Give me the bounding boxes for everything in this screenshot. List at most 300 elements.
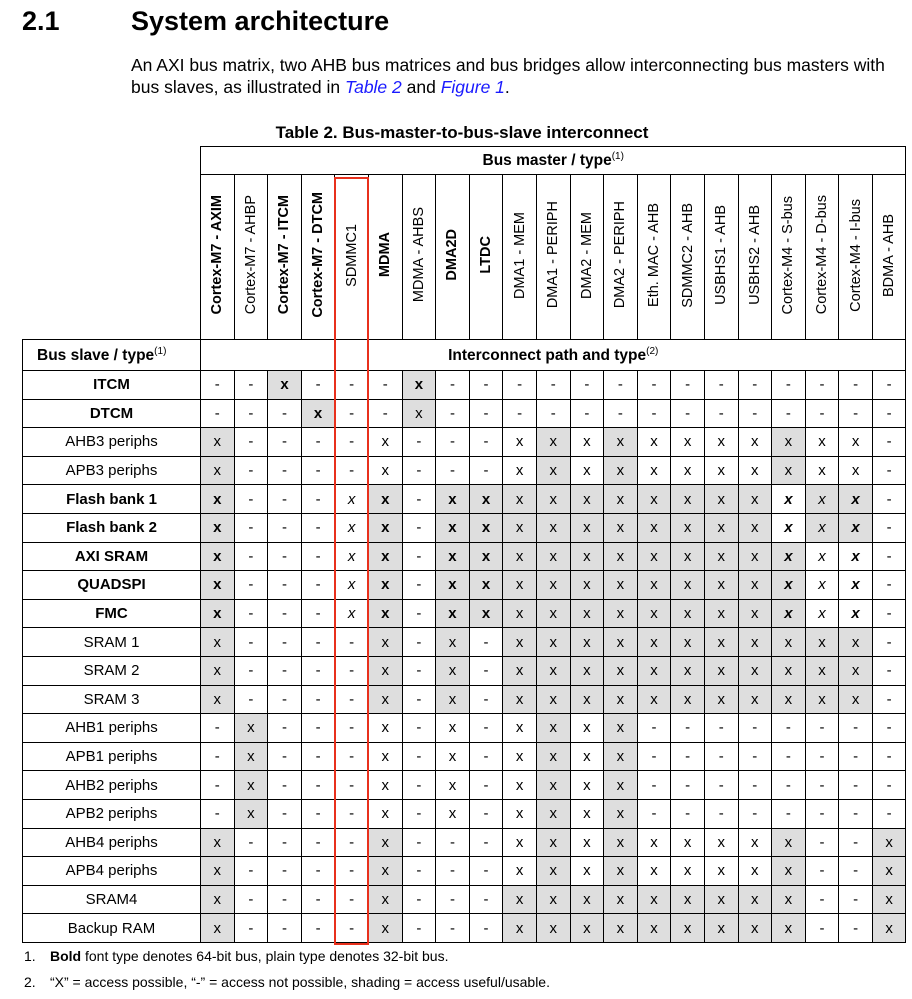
access-cell: x xyxy=(570,656,604,685)
access-cell: - xyxy=(402,456,436,485)
access-cell: - xyxy=(436,399,470,428)
access-cell: x xyxy=(469,485,503,514)
access-cell: - xyxy=(402,656,436,685)
access-cell: - xyxy=(469,456,503,485)
access-cell: - xyxy=(234,456,268,485)
access-cell: x xyxy=(671,599,705,628)
access-cell: - xyxy=(872,513,906,542)
table-row xyxy=(23,371,906,400)
access-cell: x xyxy=(335,542,369,571)
access-cell: - xyxy=(772,399,806,428)
access-cell: - xyxy=(201,399,235,428)
access-cell: - xyxy=(671,399,705,428)
access-cell: - xyxy=(469,371,503,400)
access-cell: x xyxy=(604,485,638,514)
master-header-2: Cortex-M7 - ITCM xyxy=(268,175,302,340)
master-header-0: Cortex-M7 - AXIM xyxy=(201,175,235,340)
access-cell: x xyxy=(671,828,705,857)
access-cell: - xyxy=(570,399,604,428)
access-cell: - xyxy=(335,771,369,800)
access-cell: x xyxy=(604,828,638,857)
section-number: 2.1 xyxy=(22,6,60,36)
access-cell: x xyxy=(469,542,503,571)
access-cell: - xyxy=(872,371,906,400)
access-cell: - xyxy=(234,599,268,628)
access-cell: x xyxy=(671,456,705,485)
access-cell: x xyxy=(637,857,671,886)
access-cell: x xyxy=(671,885,705,914)
access-cell: - xyxy=(704,714,738,743)
access-cell: x xyxy=(234,714,268,743)
figure-1-link[interactable]: Figure 1 xyxy=(440,77,505,97)
access-cell: x xyxy=(637,885,671,914)
access-cell: x xyxy=(738,599,772,628)
access-cell: x xyxy=(536,656,570,685)
access-cell: - xyxy=(234,857,268,886)
access-cell: x xyxy=(536,828,570,857)
access-cell: x xyxy=(738,456,772,485)
access-cell: x xyxy=(503,914,537,943)
intro-paragraph xyxy=(131,54,901,98)
access-cell: x xyxy=(368,542,402,571)
access-cell: x xyxy=(368,714,402,743)
access-cell: - xyxy=(234,685,268,714)
access-cell: x xyxy=(604,885,638,914)
access-cell: x xyxy=(570,771,604,800)
interconnect-path-header: Interconnect path and type$^{(2)}$ xyxy=(201,340,906,371)
access-cell: - xyxy=(402,428,436,457)
access-cell: x xyxy=(368,828,402,857)
access-cell: - xyxy=(772,714,806,743)
bus-slave-header: Bus slave / type$^{(1)}$ xyxy=(23,340,201,371)
access-cell: x xyxy=(772,513,806,542)
intro-text-3: . xyxy=(504,77,510,97)
access-cell: x xyxy=(503,428,537,457)
access-cell: - xyxy=(604,399,638,428)
access-cell: x xyxy=(604,513,638,542)
access-cell: x xyxy=(368,799,402,828)
access-cell: - xyxy=(335,742,369,771)
access-cell: - xyxy=(402,485,436,514)
access-cell: - xyxy=(671,371,705,400)
access-cell: x xyxy=(570,685,604,714)
bus-slave-label: DTCM xyxy=(23,399,201,428)
access-cell: x xyxy=(604,799,638,828)
bus-slave-label: APB4 periphs xyxy=(23,857,201,886)
bus-slave-label: Backup RAM xyxy=(23,914,201,943)
access-cell: x xyxy=(604,599,638,628)
access-cell: x xyxy=(234,771,268,800)
master-header-13: Eth. MAC - AHB xyxy=(637,175,671,340)
access-cell: x xyxy=(738,513,772,542)
access-cell: x xyxy=(536,685,570,714)
access-cell: x xyxy=(368,599,402,628)
access-cell: x xyxy=(704,828,738,857)
access-cell: - xyxy=(503,399,537,428)
access-cell: - xyxy=(402,571,436,600)
access-cell: - xyxy=(738,714,772,743)
access-cell: x xyxy=(637,828,671,857)
access-cell: - xyxy=(268,428,302,457)
access-cell: - xyxy=(704,371,738,400)
access-cell: - xyxy=(234,828,268,857)
access-cell: x xyxy=(201,485,235,514)
access-cell: - xyxy=(805,799,839,828)
access-cell: - xyxy=(839,399,873,428)
access-cell: - xyxy=(335,828,369,857)
access-cell: x xyxy=(335,599,369,628)
master-header-14: SDMMC2 - AHB xyxy=(671,175,705,340)
access-cell: x xyxy=(503,571,537,600)
access-cell: x xyxy=(402,371,436,400)
access-cell: x xyxy=(436,571,470,600)
access-cell: x xyxy=(805,542,839,571)
access-cell: x xyxy=(201,599,235,628)
access-cell: x xyxy=(368,456,402,485)
access-cell: x xyxy=(536,571,570,600)
access-cell: - xyxy=(469,685,503,714)
access-cell: x xyxy=(570,456,604,485)
empty-corner xyxy=(23,147,201,175)
access-cell: - xyxy=(335,399,369,428)
access-cell: - xyxy=(469,828,503,857)
access-cell: x xyxy=(268,371,302,400)
access-cell: - xyxy=(436,857,470,886)
access-cell: - xyxy=(469,714,503,743)
access-cell: - xyxy=(805,399,839,428)
access-cell: x xyxy=(704,599,738,628)
access-cell: - xyxy=(637,771,671,800)
access-cell: x xyxy=(503,656,537,685)
access-cell: x xyxy=(436,513,470,542)
access-cell: x xyxy=(201,456,235,485)
access-cell: x xyxy=(671,685,705,714)
access-cell: x xyxy=(671,857,705,886)
access-cell: - xyxy=(872,714,906,743)
access-cell: - xyxy=(872,628,906,657)
access-cell: - xyxy=(469,799,503,828)
table-row xyxy=(23,513,906,542)
access-cell: - xyxy=(637,371,671,400)
access-cell: x xyxy=(335,571,369,600)
access-cell: - xyxy=(839,828,873,857)
access-cell: - xyxy=(335,685,369,714)
master-header-12: DMA2 - PERIPH xyxy=(604,175,638,340)
access-cell: - xyxy=(839,371,873,400)
access-cell: x xyxy=(503,771,537,800)
access-cell: x xyxy=(637,542,671,571)
bus-master-header: Bus master / type$^{(1)}$ xyxy=(201,147,906,175)
bus-slave-label: QUADSPI xyxy=(23,571,201,600)
access-cell: x xyxy=(570,857,604,886)
access-cell: - xyxy=(268,399,302,428)
intro-text-2: and xyxy=(401,77,441,97)
access-cell: - xyxy=(805,885,839,914)
access-cell: - xyxy=(335,885,369,914)
access-cell: x xyxy=(839,485,873,514)
access-cell: - xyxy=(268,685,302,714)
access-cell: x xyxy=(604,685,638,714)
access-cell: - xyxy=(201,371,235,400)
master-header-5: MDMA xyxy=(368,175,402,340)
access-cell: - xyxy=(637,399,671,428)
master-header-20: BDMA - AHB xyxy=(872,175,906,340)
access-cell: x xyxy=(738,685,772,714)
access-cell: - xyxy=(301,485,335,514)
access-cell: x xyxy=(671,485,705,514)
access-cell: x xyxy=(604,542,638,571)
access-cell: x xyxy=(570,628,604,657)
access-cell: x xyxy=(201,685,235,714)
access-cell: x xyxy=(839,628,873,657)
bus-slave-label: APB2 periphs xyxy=(23,799,201,828)
access-cell: x xyxy=(772,828,806,857)
access-cell: x xyxy=(772,685,806,714)
access-cell: x xyxy=(201,428,235,457)
table-2-link[interactable]: Table 2 xyxy=(345,77,402,97)
access-cell: x xyxy=(738,828,772,857)
access-cell: x xyxy=(335,513,369,542)
access-cell: - xyxy=(335,799,369,828)
access-cell: x xyxy=(839,513,873,542)
bus-slave-label: ITCM xyxy=(23,371,201,400)
access-cell: - xyxy=(335,914,369,943)
master-header-15: USBHS1 - AHB xyxy=(704,175,738,340)
access-cell: x xyxy=(368,742,402,771)
access-cell: - xyxy=(234,399,268,428)
access-cell: - xyxy=(402,513,436,542)
access-cell: x xyxy=(503,456,537,485)
access-cell: x xyxy=(772,571,806,600)
access-cell: - xyxy=(268,885,302,914)
access-cell: - xyxy=(469,656,503,685)
access-cell: x xyxy=(570,542,604,571)
access-cell: x xyxy=(738,885,772,914)
access-cell: - xyxy=(469,771,503,800)
access-cell: x xyxy=(805,428,839,457)
access-cell: - xyxy=(234,513,268,542)
master-header-1: Cortex-M7 - AHBP xyxy=(234,175,268,340)
intro-text-1: An AXI bus matrix, two AHB bus matrices and bus bridges allow interconnecting bus masters with bus slaves, as illustrated in xyxy=(131,55,885,97)
access-cell: x xyxy=(839,685,873,714)
bus-slave-label: APB1 periphs xyxy=(23,742,201,771)
access-cell: x xyxy=(805,656,839,685)
access-cell: x xyxy=(368,571,402,600)
access-cell: x xyxy=(436,599,470,628)
access-cell: - xyxy=(268,542,302,571)
bus-interconnect-table xyxy=(22,146,906,943)
access-cell: - xyxy=(268,742,302,771)
access-cell: x xyxy=(570,571,604,600)
footnote-2: 2. “X” = access possible, “-” = access not possible, shading = access useful/usable. xyxy=(24,974,550,990)
access-cell: x xyxy=(704,485,738,514)
access-cell: x xyxy=(805,685,839,714)
access-cell: - xyxy=(301,742,335,771)
access-cell: x xyxy=(738,857,772,886)
access-cell: - xyxy=(436,371,470,400)
access-cell: - xyxy=(805,914,839,943)
access-cell: - xyxy=(301,428,335,457)
access-cell: x xyxy=(604,628,638,657)
access-cell: x xyxy=(671,513,705,542)
access-cell: - xyxy=(772,371,806,400)
access-cell: x xyxy=(368,771,402,800)
access-cell: x xyxy=(469,513,503,542)
master-header-18: Cortex-M4 - D-bus xyxy=(805,175,839,340)
access-cell: x xyxy=(704,571,738,600)
master-header-19: Cortex-M4 - I-bus xyxy=(839,175,873,340)
access-cell: - xyxy=(772,742,806,771)
access-cell: x xyxy=(570,513,604,542)
access-cell: x xyxy=(772,456,806,485)
table-row xyxy=(23,399,906,428)
bus-slave-label: AHB1 periphs xyxy=(23,714,201,743)
access-cell: x xyxy=(570,599,604,628)
access-cell: x xyxy=(604,857,638,886)
access-cell: - xyxy=(201,742,235,771)
access-cell: x xyxy=(738,571,772,600)
access-cell: x xyxy=(704,542,738,571)
access-cell: - xyxy=(335,656,369,685)
access-cell: x xyxy=(503,685,537,714)
access-cell: - xyxy=(805,371,839,400)
access-cell: - xyxy=(604,371,638,400)
access-cell: - xyxy=(335,428,369,457)
access-cell: x xyxy=(503,799,537,828)
access-cell: x xyxy=(536,428,570,457)
access-cell: x xyxy=(637,599,671,628)
access-cell: - xyxy=(872,742,906,771)
access-cell: - xyxy=(301,599,335,628)
access-cell: - xyxy=(839,771,873,800)
access-cell: - xyxy=(805,771,839,800)
access-cell: x xyxy=(570,428,604,457)
access-cell: - xyxy=(839,742,873,771)
access-cell: - xyxy=(872,571,906,600)
access-cell: - xyxy=(469,428,503,457)
access-cell: - xyxy=(234,885,268,914)
access-cell: - xyxy=(570,371,604,400)
access-cell: - xyxy=(738,799,772,828)
access-cell: - xyxy=(872,542,906,571)
access-cell: x xyxy=(671,428,705,457)
footnote-1: 1. Bold font type denotes 64-bit bus, plain type denotes 32-bit bus. xyxy=(24,948,449,964)
bus-slave-label: FMC xyxy=(23,599,201,628)
access-cell: - xyxy=(301,771,335,800)
access-cell: - xyxy=(335,857,369,886)
access-cell: x xyxy=(671,628,705,657)
access-cell: x xyxy=(368,428,402,457)
master-header-3: Cortex-M7 - DTCM xyxy=(301,175,335,340)
access-cell: x xyxy=(570,485,604,514)
access-cell: - xyxy=(234,628,268,657)
access-cell: - xyxy=(402,628,436,657)
access-cell: x xyxy=(436,714,470,743)
access-cell: - xyxy=(738,399,772,428)
access-cell: x xyxy=(436,542,470,571)
access-cell: x xyxy=(201,571,235,600)
master-header-17: Cortex-M4 - S-bus xyxy=(772,175,806,340)
access-cell: x xyxy=(839,656,873,685)
section-title: System architecture xyxy=(131,6,390,36)
access-cell: x xyxy=(805,485,839,514)
access-cell: - xyxy=(839,714,873,743)
access-cell: x xyxy=(570,885,604,914)
empty-corner-2 xyxy=(23,175,201,340)
bus-slave-label: AHB3 periphs xyxy=(23,428,201,457)
access-cell: x xyxy=(536,885,570,914)
access-cell: x xyxy=(738,656,772,685)
access-cell: x xyxy=(637,513,671,542)
access-cell: - xyxy=(268,857,302,886)
access-cell: - xyxy=(234,571,268,600)
access-cell: - xyxy=(268,513,302,542)
access-cell: x xyxy=(604,714,638,743)
access-cell: x xyxy=(469,571,503,600)
access-cell: x xyxy=(503,742,537,771)
access-cell: x xyxy=(436,685,470,714)
access-cell: x xyxy=(301,399,335,428)
master-header-7: DMA2D xyxy=(436,175,470,340)
access-cell: - xyxy=(436,828,470,857)
access-cell: - xyxy=(268,771,302,800)
access-cell: x xyxy=(637,456,671,485)
access-cell: x xyxy=(738,628,772,657)
access-cell: - xyxy=(301,371,335,400)
access-cell: - xyxy=(436,914,470,943)
table-row xyxy=(23,656,906,685)
access-cell: x xyxy=(201,885,235,914)
access-cell: x xyxy=(772,628,806,657)
access-cell: - xyxy=(738,371,772,400)
access-cell: - xyxy=(201,799,235,828)
access-cell: - xyxy=(805,714,839,743)
access-cell: x xyxy=(637,485,671,514)
access-cell: - xyxy=(268,656,302,685)
access-cell: x xyxy=(436,742,470,771)
access-cell: x xyxy=(201,628,235,657)
access-cell: x xyxy=(503,628,537,657)
access-cell: - xyxy=(872,456,906,485)
access-cell: x xyxy=(671,914,705,943)
access-cell: x xyxy=(436,771,470,800)
access-cell: x xyxy=(536,914,570,943)
access-cell: - xyxy=(839,914,873,943)
master-header-6: MDMA - AHBS xyxy=(402,175,436,340)
master-header-9: DMA1 - MEM xyxy=(503,175,537,340)
access-cell: x xyxy=(234,742,268,771)
access-cell: - xyxy=(402,771,436,800)
access-cell: - xyxy=(335,628,369,657)
access-cell: - xyxy=(436,428,470,457)
access-cell: x xyxy=(772,656,806,685)
access-cell: x xyxy=(368,885,402,914)
access-cell: - xyxy=(201,714,235,743)
access-cell: x xyxy=(671,571,705,600)
access-cell: - xyxy=(872,799,906,828)
access-cell: - xyxy=(469,914,503,943)
bus-slave-label: Flash bank 1 xyxy=(23,485,201,514)
master-header-11: DMA2 - MEM xyxy=(570,175,604,340)
access-cell: x xyxy=(503,542,537,571)
access-cell: - xyxy=(301,628,335,657)
access-cell: x xyxy=(671,656,705,685)
access-cell: - xyxy=(402,828,436,857)
access-cell: x xyxy=(704,885,738,914)
bus-slave-label: APB3 periphs xyxy=(23,456,201,485)
access-cell: x xyxy=(805,599,839,628)
access-cell: x xyxy=(201,857,235,886)
